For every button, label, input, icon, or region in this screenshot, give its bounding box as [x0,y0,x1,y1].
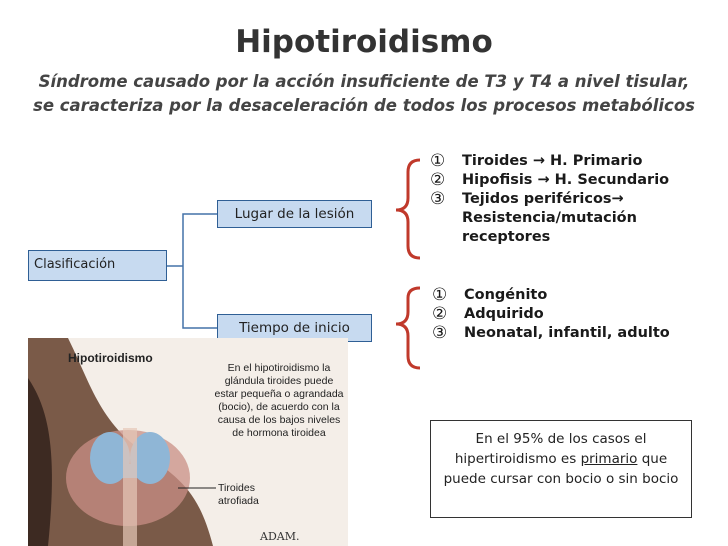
onset-time-list [432,286,722,343]
list-item-text: Hipofisis → H. Secundario [462,172,670,188]
list-item [430,152,720,171]
lesion-site-box: Lugar de la lesión [217,200,372,228]
list-item [432,305,722,324]
number-marker: ① [430,151,446,171]
number-marker: ② [432,304,448,324]
figure-title: Hipotiroidismo [68,351,153,365]
page-title: Hipotiroidismo [235,24,493,60]
figure-description: En el hipotiroidismo la glándula tiroides puede estar pequeña o agrandada (bocio), de acuerdo con la causa de los bajos niveles de hormona tiroidea [214,362,344,439]
subtitle: Síndrome causado por la acción insuficiente de T3 y T4 a nivel tisular, se caracteriza por la desaceleración de todos los procesos metabólicos [33,72,695,115]
lesion-site-list [430,152,720,247]
list-item [430,171,720,190]
note-text-after: que puede cursar con bocio o sin bocio [443,451,679,487]
note-box [430,420,692,518]
thyroid-illustration [28,338,348,546]
list-item-text: Adquirido [464,306,544,322]
onset-time-box: Tiempo de inicio [217,314,372,342]
list-item-text: Tejidos periféricos→ Resistencia/mutación receptores [462,191,637,245]
note-underlined: primario [580,451,638,467]
tree-connector [167,214,217,328]
bracket-2 [396,288,420,368]
list-item-text: Congénito [464,287,548,303]
list-item [432,286,722,305]
number-marker: ② [430,170,446,190]
note-text-before: En el 95% de los casos el hipertiroidismo es [454,431,647,467]
list-item [432,324,722,343]
number-marker: ① [432,285,448,305]
number-marker: ③ [430,189,446,209]
classification-box: Clasificación [28,250,167,281]
number-marker: ③ [432,323,448,343]
adam-logo: ADAM. [260,530,300,543]
figure-label: Tiroides atrofiada [218,482,259,507]
list-item-text: Tiroides → H. Primario [462,153,643,169]
list-item [430,190,720,247]
bracket-1 [396,160,420,258]
list-item-text: Neonatal, infantil, adulto [464,325,670,341]
